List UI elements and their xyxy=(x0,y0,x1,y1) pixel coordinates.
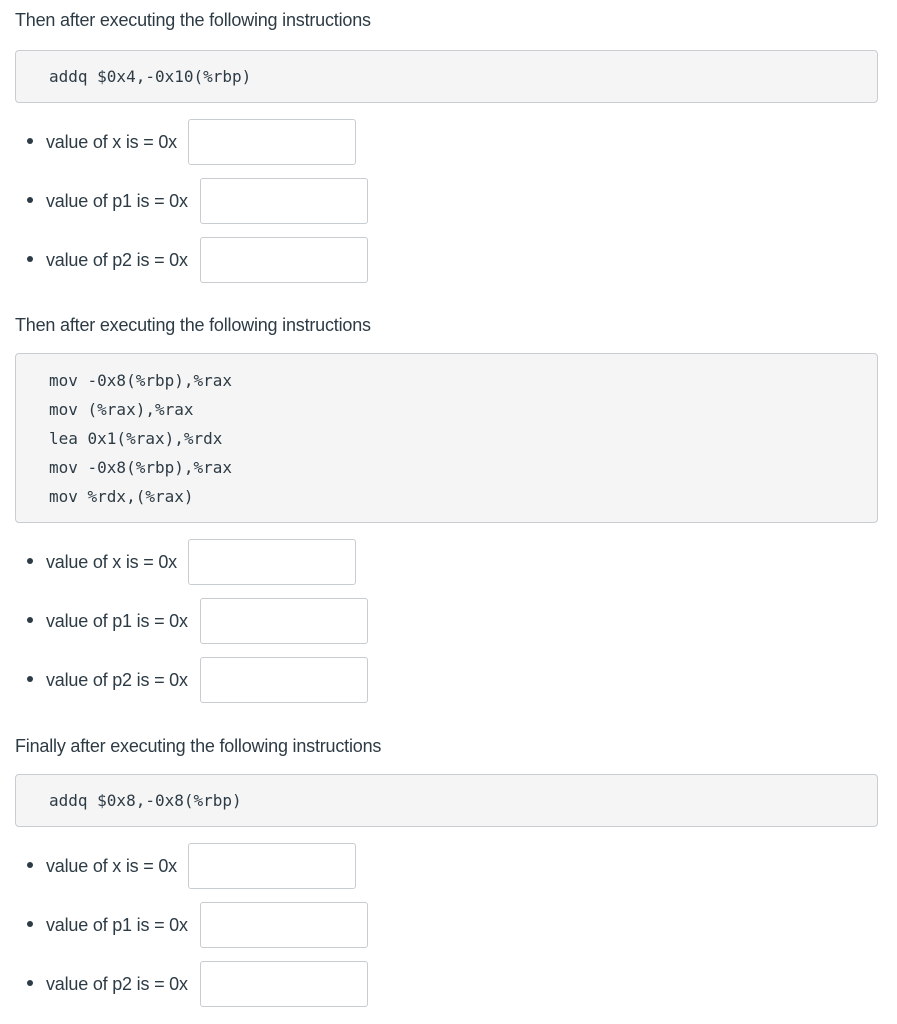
answer-label: value of p1 is = 0x xyxy=(46,191,188,211)
answer-list xyxy=(15,843,715,1020)
answer-label: value of p2 is = 0x xyxy=(46,670,188,690)
answer-label: value of x is = 0x xyxy=(46,132,177,152)
bullet-icon xyxy=(27,862,33,868)
bullet-icon xyxy=(27,197,33,203)
answer-item-p2 xyxy=(15,961,715,1007)
answer-label: value of p2 is = 0x xyxy=(46,974,188,994)
code-block xyxy=(15,50,878,103)
x-value-input[interactable] xyxy=(188,119,356,165)
code-line: mov -0x8(%rbp),%rax xyxy=(49,371,233,390)
answer-label: value of x is = 0x xyxy=(46,552,177,572)
answer-item-p2 xyxy=(15,657,715,703)
bullet-icon xyxy=(27,558,33,564)
bullet-icon xyxy=(27,980,33,986)
answer-item-p2 xyxy=(15,237,715,283)
question-section-1 xyxy=(15,9,880,270)
answer-label: value of p2 is = 0x xyxy=(46,250,188,270)
code-line: addq $0x8,-0x8(%rbp) xyxy=(49,791,242,810)
x-value-input[interactable] xyxy=(188,843,356,889)
question-section-3 xyxy=(15,735,880,994)
answer-item-p1 xyxy=(15,598,715,644)
answer-list xyxy=(15,539,715,716)
answer-item-x xyxy=(15,539,715,585)
bullet-icon xyxy=(27,921,33,927)
bullet-icon xyxy=(27,256,33,262)
p1-value-input[interactable] xyxy=(200,178,368,224)
code-line: addq $0x4,-0x10(%rbp) xyxy=(49,67,252,86)
code-block xyxy=(15,774,878,827)
section-intro: Finally after executing the following instructions xyxy=(15,736,382,756)
p2-value-input[interactable] xyxy=(200,961,368,1007)
p1-value-input[interactable] xyxy=(200,902,368,948)
code-line: mov %rdx,(%rax) xyxy=(49,487,194,506)
bullet-icon xyxy=(27,138,33,144)
p2-value-input[interactable] xyxy=(200,657,368,703)
section-intro: Then after executing the following instructions xyxy=(15,315,371,335)
answer-label: value of x is = 0x xyxy=(46,856,177,876)
answer-item-p1 xyxy=(15,178,715,224)
code-line: mov (%rax),%rax xyxy=(49,400,194,419)
code-line: mov -0x8(%rbp),%rax xyxy=(49,458,233,477)
answer-list xyxy=(15,119,715,296)
code-block xyxy=(15,353,878,523)
answer-label: value of p1 is = 0x xyxy=(46,611,188,631)
question-section-2 xyxy=(15,314,880,690)
answer-label: value of p1 is = 0x xyxy=(46,915,188,935)
p1-value-input[interactable] xyxy=(200,598,368,644)
x-value-input[interactable] xyxy=(188,539,356,585)
bullet-icon xyxy=(27,676,33,682)
section-intro: Then after executing the following instructions xyxy=(15,10,371,30)
p2-value-input[interactable] xyxy=(200,237,368,283)
answer-item-x xyxy=(15,119,715,165)
bullet-icon xyxy=(27,617,33,623)
answer-item-p1 xyxy=(15,902,715,948)
code-line: lea 0x1(%rax),%rdx xyxy=(49,429,223,448)
answer-item-x xyxy=(15,843,715,889)
